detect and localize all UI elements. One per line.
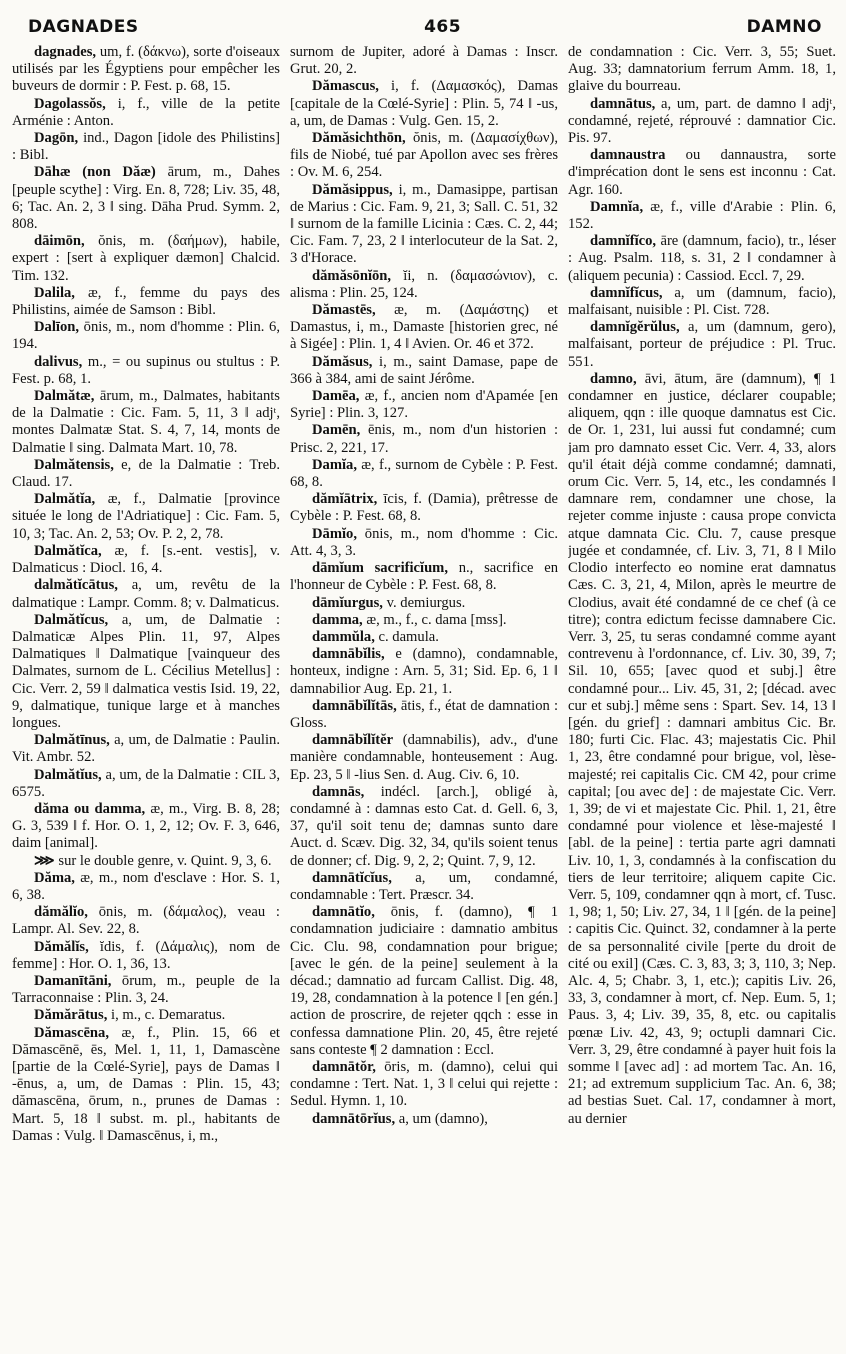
entry-headword: Dalmătensis, [34,456,114,473]
entry-headword: damnābĭlĭtās, [312,697,397,714]
entry-headword: Dămărātus, [34,1007,108,1024]
entry-text: æ, f. [s.-ent. vestis], v. Dalmaticus : Diocl. 16, 4. [12,542,280,577]
dictionary-entry [12,939,280,973]
entry-headword: Dāhæ (non Dăæ) [34,164,156,181]
entry-text: āre (damnum, facio), tr., léser : Aug. Psalm. 118, s. 31, 2 ‖ condamner à (aliquem pecunia) : Cassiod. Eccl. 7, 29. [568,233,836,284]
dictionary-entry [290,870,558,904]
entry-text: ou dannaustra, sorte d'imprécation dont le sens est inconnu : Cat. Agr. 160. [568,147,836,198]
dictionary-entry [290,268,558,302]
entry-headword: Dagōn, [34,130,79,147]
entry-text: ārum, m., Dalmates, habitants de la Dalmatie : Cic. Fam. 5, 11, 3 ‖ adjᵗ, montes Dalmatæ Stat. S. 4, 7, 14, monts de Dalmatie ‖ sing. Dalmata Mart. 10, 78. [12,388,280,456]
entry-text: īcis, f. (Damia), prêtresse de Cybèle : P. Fest. 68, 8. [290,491,558,525]
entry-text: e (damno), condamnable, honteux, indigne : Arn. 5, 31; Sid. Ep. 6, 1 ‖ damnabilior Aug. Ep. 21, 1. [290,646,558,697]
dictionary-entry [568,233,836,285]
entry-text: a, um, condamné, condamnable : Tert. Præscr. 34. [290,869,558,903]
dictionary-entry [12,457,280,491]
entry-text: (damnabilis), adv., d'une manière condamnable, honteusement : Aug. Ep. 23, 5 ‖ -lius Sen. d. Aug. Civ. 6, 10. [290,732,558,783]
dictionary-entry [12,164,280,233]
entry-headword: dammŭla, [312,628,375,645]
dictionary-entry [568,285,836,319]
entry-text: a, um, revêtu de la dalmatique : Lampr. Comm. 8; v. Dalmaticus. [12,577,280,611]
entry-text: æ, m., nom d'esclave : Hor. S. 1, 6, 38. [12,869,280,903]
entry-headword: damma, [312,611,363,628]
entry-text: æ, m. (Δαμάστης) et Damastus, i, m., Damaste [historien grec, né à Sigée] : Plin. 1, 4 ‖ Avien. Or. 46 et 372. [290,302,558,353]
entry-headword: damnātŏr, [312,1058,376,1075]
dictionary-entry [12,973,280,1007]
dictionary-entry [568,44,836,96]
entry-text: i, m., Damasippe, partisan de Marius : Cic. Fam. 9, 21, 3; Sall. C. 51, 32 ‖ surnom de la famille Licinia : Cæs. C. 2, 44; Cic. Fam. 7, 23, 2 ‖ interlocuteur de la Sat. 2, 3 d'Horace. [290,181,558,267]
dictionary-entry [290,130,558,182]
page-number: 465 [424,17,462,37]
entry-text: a, um, de Dalmatie : Dalmaticæ Alpes Plin. 11, 97, Alpes Dalmatiques ‖ Dalmatique [vainqueur des Dalmates, surnom de L. Cécilius Metellus] : Cic. Verr. 2, 59 ‖ dalmatica vestis Isid. 19, 22, 9, dalmatique, tunique large et à manches longues. [12,611,280,731]
dictionary-entry [12,285,280,319]
dictionary-entry [290,629,558,646]
column-2 [290,44,558,1346]
dictionary-entry [290,354,558,388]
entry-headword: Dagolassŏs, [34,95,106,112]
entry-headword: dămăsōnĭōn, [312,267,392,284]
dictionary-entry [568,319,836,371]
entry-text: āvi, ātum, āre (damnum), ¶ 1 condamner en justice, déclarer coupable; aliquem, qqn : ille quoque damnatus est Cic. de Or. 1, 231, lui aussi fut condamné; cum jam pro damnato esset Cic. Verr. 4, 33, alors qu'il était déjà comme condamné; damnati, orum Cic. Verr. 5, 14, etc., les condamnés ‖ damnare rem, condamner une chose, la rejeter comme injuste : causa prope convicta atque damnata Cic. Clu. 7, cause presque jugée et condamnée, cf. Liv. 3, 71, 8 ‖ Milo Clodio interfecto eo nomine erat damnatus Cæs. C. 3, 21, 4, Milon, après le meurtre de Clodius, avait été condamné de ce chef (à ce titre); contra edictum fecisse damnabere Cic. Verr. 3, 25, tu seras condamné comme ayant contrevenu à l'ordonnance, cf. Liv. 30, 39, 7; Sil. 10, 655; [avec quod et subj.] être condamné pour... Liv. 45, 31, 2; [décad. avec cur et subj.] même sens : Spart. Sev. 14, 13 ‖ [gén. du grief] : damnari ambitus Cic. Br. 180; furti Cic. Flac. 43; majestatis Cic. Phil 1, 23, être condamné pour brigue, vol, lèse-majesté; rei capitalis Cic. CM 42, pour crime capital; [ou avec de] : de majestate Cic. Verr. 1, 39; de vi et majestate Cic. Phil. 1, 21, être condamné pour violence et lèse-majesté ‖ [abl. de la peine] : tertia parte agri damnati Liv. 10, 1, 3, condamnés à la confiscation du tiers de leur territoire; aliquem capite Cic. Verr. 5, 109, condamner qqn à mort, cf. Tusc. 1, 98; 1, 50; Liv. 27, 34, 1 ‖ [gén. de la peine] : capitis Cic. Quinct. 32, condamner à la perte de sa personnalité civile [perte du droit de cité ou exil] (Cæs. C. 3, 83, 3; 3, 110, 3; Nep. Alc. 4, 5; Chabr. 3, 1, etc.); capitis Liv. 26, 33, 3, condamner à mort, cf. Nep. Eum. 5, 1; Paus. 3, 4; Liv. 39, 35, 8, etc. ou capitalis pœnæ Liv. 42, 43, 9; octupli damnari Cic. Verr. 3, 29, être condamné à payer huit fois la somme ‖ [avec ad] : ad mortem Tac. An. 16, 21; ad extremum supplicium Tac. An. 6, 38; ad bestias Suet. Cal. 17, condamner à mort, au dernier [568,370,836,1127]
dictionary-entry [12,543,280,577]
dictionary-entry [290,1111,558,1128]
entry-text: ārum, m., Dahes [peuple scythe] : Virg. En. 8, 728; Liv. 35, 48, 6; Tac. An. 2, 3 ‖ sing. Dāha Prud. Symm. 2, 808. [12,164,280,233]
entry-text: ŏnis, m. (δαήμων), habile, expert : [sert à expliquer dæmon] Chalcid. Tim. 132. [12,233,280,284]
entry-headword: dămĭātrix, [312,491,378,508]
dictionary-entry [12,801,280,853]
entry-headword: damnābĭlĭtĕr [312,732,394,749]
entry-text: a, um (damnum, facio), malfaisant, nuisible : Pl. Cist. 728. [568,284,836,319]
entry-headword: damnātĭcĭus, [312,869,392,886]
page-header [28,12,822,42]
entry-headword: damnātōrĭus, [312,1110,396,1127]
entry-headword: damnābĭlis, [312,646,385,663]
entry-text: i, f. (Δαμασκός), Damas [capitale de la Cœlé-Syrie] : Plin. 5, 74 ‖ -us, a, um, de Damas : Vulg. Gen. 15, 2. [290,78,558,129]
entry-headword: damnātĭo, [312,904,375,921]
entry-text: surnom de Jupiter, adoré à Damas : Inscr. Grut. 20, 2. [290,44,558,78]
dictionary-entry [290,526,558,560]
entry-headword: damno, [590,370,637,387]
dictionary-entry [290,182,558,268]
entry-headword: dagnades, [34,44,97,60]
dictionary-entry [12,577,280,611]
dictionary-entry [290,422,558,456]
dictionary-entry [290,491,558,525]
entry-headword: Damanītāni, [34,972,112,989]
entry-headword: damnĭfĭco, [590,233,657,250]
text-columns [12,44,836,1346]
entry-text: æ, f., ville d'Arabie : Plin. 6, 152. [568,198,836,233]
entry-text: æ, f., Dalmatie [province située le long de l'Adriatique] : Cic. Fam. 5, 10, 3; Tac. An. 2, 53; Ov. P. 2, 2, 78. [12,491,280,542]
dictionary-entry [290,784,558,870]
entry-headword: dalmătĭcātus, [34,577,118,594]
entry-headword: damnās, [312,783,365,800]
entry-headword: Dalmătĭus, [34,766,102,783]
dictionary-entry [12,853,280,870]
entry-headword: damnaustra [590,147,666,164]
entry-headword: ⋙ [34,852,55,869]
entry-text: m., = ou supinus ou stultus : P. Fest. p. 68, 1. [12,353,280,387]
entry-text: indécl. [arch.], obligé à, condamné à : damnas esto Cat. d. Gell. 6, 3, 37, qu'il soit tenu de; damnas sunto dare Auct. d. Scæv. Dig. 32, 34, qu'ils soient tenus de donner; cf. Dig. 9, 2, 2; Quint. 7, 9, 12. [290,783,558,869]
dictionary-entry [568,199,836,233]
entry-headword: Dămăsippus, [312,181,393,198]
entry-headword: dăma ou damma, [34,800,146,817]
entry-headword: Damĭa, [312,456,357,473]
entry-headword: Dalmătĭcus, [34,611,109,628]
dictionary-entry [12,491,280,543]
entry-headword: Damnĭa, [590,198,644,215]
entry-text: n., sacrifice en l'honneur de Cybèle : P. Fest. 68, 8. [290,560,558,594]
entry-text: v. demiurgus. [386,594,466,611]
entry-text: i, m., saint Damase, pape de 366 à 384, ami de saint Jérôme. [290,353,558,387]
dictionary-entry [12,354,280,388]
entry-text: ōnis, f. (damno), ¶ 1 condamnation judiciaire : damnatio ambitus Cic. Clu. 98, condamnation pour brigue; [avec le gén. de la peine] seulement à la décad.; damnatio ad furcam Callist. Dig. 48, 19, 28, condamnation à la potence ‖ [en gén.] action de proscrire, de rejeter qqch : esse in confessa damnatione Plin. 20, 45, être rejeté sans conteste ¶ 2 damnation : Eccl. [290,904,558,1058]
entry-text: e, de la Dalmatie : Treb. Claud. 17. [12,456,280,491]
dictionary-entry [12,319,280,353]
entry-text: ōnis, m., nom d'homme : Plin. 6, 194. [12,319,280,353]
dictionary-entry [12,1025,280,1145]
entry-headword: dămălĭo, [34,904,88,921]
entry-headword: Dalmătĭca, [34,542,102,559]
entry-text: æ, f., surnom de Cybèle : P. Fest. 68, 8. [290,456,558,491]
entry-text: ĭi, n. (δαμασώνιον), c. alisma : Plin. 25, 124. [290,267,558,301]
dictionary-entry [290,44,558,78]
dictionary-entry [290,302,558,354]
entry-text: a, um, de Dalmatie : Paulin. Vit. Ambr. 52. [12,732,280,766]
entry-text: æ, f., ancien nom d'Apamée [en Syrie] : Plin. 3, 127. [290,388,558,422]
entry-text: ōris, m. (damno), celui qui condamne : Tert. Nat. 1, 3 ‖ celui qui rejette : Sedul. Hymn. 1, 10. [290,1058,558,1110]
dictionary-entry [568,371,836,1128]
dictionary-entry [12,612,280,732]
running-head-left: DAGNADES [28,17,139,37]
dictionary-entry [568,96,836,148]
entry-text: a, um, part. de damno ‖ adjᵗ, condamné, rejeté, réprouvé : damnatior Cic. Pis. 97. [568,95,836,147]
dictionary-entry [12,767,280,801]
entry-headword: damnĭgĕrŭlus, [590,319,680,336]
entry-text: a, um (damno), [398,1110,488,1127]
dictionary-entry [12,904,280,938]
entry-text: i, f., ville de la petite Arménie : Anton. [12,95,280,129]
entry-headword: damnĭfĭcus, [590,284,663,301]
entry-headword: Dămăsus, [312,353,373,370]
entry-headword: Dămascus, [312,78,379,95]
entry-text: ĭdis, f. (Δάμαλις), nom de femme] : Hor. O. 1, 36, 13. [12,938,280,972]
entry-headword: Dalmătæ, [34,388,95,405]
dictionary-entry [290,595,558,612]
entry-headword: Dalīon, [34,319,80,336]
running-head-right: DAMNO [746,17,822,37]
dictionary-entry [290,1059,558,1111]
entry-headword: Dămascēna, [34,1024,109,1041]
entry-headword: Dalmătĭa, [34,491,96,508]
entry-text: æ, f., Plin. 15, 66 et Dămascēnē, ēs, Mel. 1, 11, 1, Damascène [partie de la Cœlé-Syrie], pays de Damas ‖ -ēnus, a, um, de Damas : Plin. 15, 43; dămascēna, ōrum, n., prunes de Damas : Mart. 5, 18 ‖ subst. m. pl., habitants de Damas : Vulg. ‖ Damascēnus, i, m., [12,1024,280,1144]
entry-text: a, um, de la Dalmatie : CIL 3, 6575. [12,766,280,800]
dictionary-entry [568,147,836,199]
entry-headword: Damēa, [312,388,360,405]
dictionary-entry [12,1007,280,1024]
entry-text: ōnis, m. (δάμαλος), veau : Lampr. Al. Sev. 22, 8. [12,904,280,938]
dictionary-entry [290,646,558,698]
dictionary-entry [290,612,558,629]
column-3 [568,44,836,1346]
entry-text: de condamnation : Cic. Verr. 3, 55; Suet. Aug. 33; damnatorium ferrum Amm. 18, 1, glaive du bourreau. [568,44,836,95]
entry-text: i, m., c. Demaratus. [111,1007,226,1024]
entry-headword: Dămăsichthōn, [312,130,406,147]
entry-headword: dalivus, [34,353,83,370]
dictionary-entry [12,732,280,766]
dictionary-entry [12,44,280,96]
dictionary-entry [290,560,558,594]
entry-headword: Dăma, [34,869,75,886]
entry-text: c. damula. [378,628,439,645]
entry-headword: damnātus, [590,95,656,112]
entry-text: a, um (damnum, gero), malfaisant, porteur de préjudice : Pl. Truc. 551. [568,319,836,370]
entry-text: æ, m., Virg. B. 8, 28; G. 3, 539 ‖ f. Hor. O. 1, 2, 12; Ov. F. 3, 646, daim [animal]. [12,800,280,852]
dictionary-entry [290,732,558,784]
entry-text: ātis, f., état de damnation : Gloss. [290,697,558,731]
entry-headword: Dămastēs, [312,302,376,319]
entry-text: ind., Dagon [idole des Philistins] : Bibl. [12,130,280,164]
entry-text: ŏnis, m. (Δαμασίχθων), fils de Niobé, tué par Apollon avec ses frères : Ov. M. 6, 254. [290,130,558,181]
entry-headword: Damēn, [312,422,361,439]
entry-text: sur le double genre, v. Quint. 9, 3, 6. [58,852,272,869]
dictionary-entry [12,96,280,130]
entry-headword: Dalmătīnus, [34,732,110,749]
entry-headword: dāmĭum sacrificĭum, [312,560,448,577]
entry-headword: dāmĭurgus, [312,594,383,611]
dictionary-entry [290,388,558,422]
entry-headword: Dămălĭs, [34,938,89,955]
dictionary-entry [12,130,280,164]
dictionary-entry [12,870,280,904]
entry-text: æ, f., femme du pays des Philistins, aimée de Samson : Bibl. [12,284,280,319]
dictionary-entry [290,78,558,130]
entry-text: ōrum, m., peuple de la Tarraconnaise : Plin. 3, 24. [12,972,280,1007]
entry-text: ōnis, m., nom d'homme : Cic. Att. 4, 3, 3. [290,525,558,559]
entry-text: ēnis, m., nom d'un historien : Prisc. 2, 221, 17. [290,422,558,456]
column-1 [12,44,280,1346]
entry-text: um, f. (δάκνω), sorte d'oiseaux utilisés par les Égyptiens pour empêcher les buveurs de dormir : P. Fest. p. 68, 15. [12,44,280,95]
entry-text: æ, m., f., c. dama [mss]. [366,611,507,628]
dictionary-entry [12,233,280,285]
dictionary-entry [290,698,558,732]
entry-headword: Dāmĭo, [312,525,357,542]
dictionary-entry [290,904,558,1059]
entry-headword: Dalila, [34,284,75,301]
dictionary-entry [290,457,558,491]
entry-headword: dāimōn, [34,233,85,250]
dictionary-entry [12,388,280,457]
